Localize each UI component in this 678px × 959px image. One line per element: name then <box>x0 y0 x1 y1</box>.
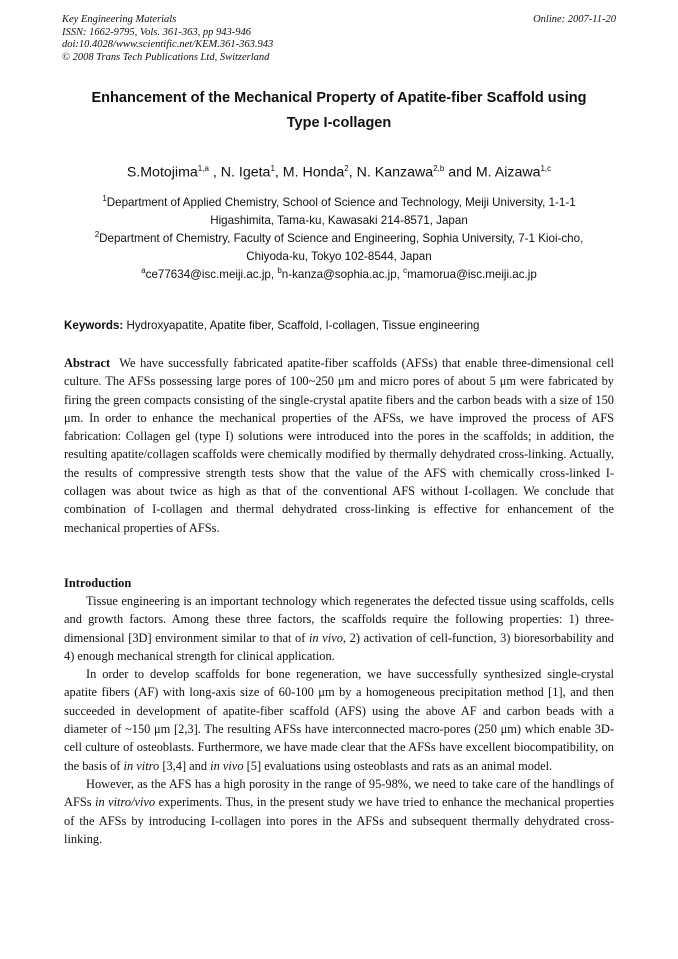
affiliation-line: Department of Chemistry, Faculty of Science and Engineering, Sophia University, 7-1 Kioi-cho, <box>99 231 584 245</box>
author-separator: , <box>208 164 221 181</box>
keywords <box>64 318 624 334</box>
author-affiliation-mark: 1 <box>270 164 275 173</box>
keywords-text: Hydroxyapatite, Apatite fiber, Scaffold, I-collagen, Tissue engineering <box>126 319 480 332</box>
author-list <box>40 159 638 183</box>
text-run: , 2) activation of cell-function, 3) bioresorbability and 4) enough mechanical strength for clinical application. <box>64 630 615 663</box>
affiliation-line: Chiyoda-ku, Tokyo 102-8544, Japan <box>246 250 432 264</box>
affiliation-mark: 2 <box>94 230 100 239</box>
text-run: In order to develop scaffolds for bone regeneration, we have successfully synthesized single-crystal apatite fibers (AF) with long-axis size of 60-100 μm by a homogeneous precipitation method [1], and then succeeded in development of apatite-fiber scaffold (AFS) using the above AF and carbon beads with a diameter of ~150 μm [2,3]. The resulting AFSs have interconnected macro-pores (250 μm) which enable 3D-cell culture of osteoblasts. Furthermore, we have made clear that the AFSs have excellent biocompatibility, on the basis of <box>64 667 614 773</box>
text-run: Tissue engineering is an important technology which regenerates the defected tissue using scaffolds, cells and growth factors. Among these three factors, the scaffolds require the following properties: 1) three-dimensional [3D] environment similar to that of <box>64 594 614 645</box>
affiliation-line: Higashimita, Tama-ku, Kawasaki 214-8571, Japan <box>210 214 468 228</box>
author-affiliation-mark: 1,c <box>540 164 552 173</box>
paragraph <box>64 665 614 775</box>
author-name: N. Igeta <box>220 164 271 181</box>
italic-run: in vivo <box>308 630 343 645</box>
paragraph <box>64 592 614 665</box>
author-name: M. Honda <box>282 164 345 181</box>
author-name: N. Kanzawa <box>356 164 434 181</box>
author-separator: , <box>348 164 357 181</box>
keywords-label: Keywords: <box>64 319 124 332</box>
affiliation-2 <box>55 226 623 267</box>
title-line-2: Type I-collagen <box>286 115 392 131</box>
email-mark: b <box>277 266 282 275</box>
online-date: Online: 2007-11-20 <box>533 14 616 25</box>
italic-run: in vivo <box>210 758 244 773</box>
email-address[interactable]: ce77634@isc.meiji.ac.jp <box>145 267 271 281</box>
doi-line: doi:10.4028/www.scientific.net/KEM.361-363.943 <box>62 39 274 50</box>
issn-line: ISSN: 1662-9795, Vols. 361-363, pp 943-946 <box>62 26 251 38</box>
title-line-1: Enhancement of the Mechanical Property of Apatite-fiber Scaffold using <box>91 90 587 106</box>
author-separator: , <box>274 164 283 181</box>
italic-run: in vitro/vivo <box>95 795 156 810</box>
affiliation-1 <box>55 190 623 231</box>
email-list: $^a$ce77634@isc.meiji.ac.jp, $^b$n-kanza@sophia.ac.jp, $^c$mamorua@isc.meiji.ac.jp <box>141 266 537 281</box>
affiliation-mark: 1 <box>102 194 107 203</box>
paragraph <box>64 775 614 848</box>
text-run: [3,4] and <box>159 758 211 773</box>
author-name: S.Motojima <box>126 164 198 181</box>
email-mark: a <box>141 266 146 275</box>
author-affiliation-mark: 2,b <box>433 164 445 173</box>
email-mark: c <box>403 266 408 275</box>
abstract-label: Abstract <box>64 356 111 370</box>
journal-name: Key Engineering Materials <box>62 14 177 25</box>
copyright-line: © 2008 Trans Tech Publications Ltd, Switzerland <box>62 51 270 63</box>
author-name: M. Aizawa <box>475 164 541 181</box>
author-separator: and <box>444 164 476 181</box>
italic-run: in vitro <box>123 758 160 773</box>
text-run: [5] evaluations using osteoblasts and rats as an animal model. <box>243 758 553 773</box>
abstract <box>64 354 614 537</box>
email-address[interactable]: n-kanza@sophia.ac.jp <box>281 267 397 281</box>
journal-header <box>62 14 273 64</box>
paper-title <box>40 86 638 136</box>
author-affiliation-mark: 2 <box>344 164 349 173</box>
affiliation-line: Department of Applied Chemistry, School of Science and Technology, Meiji University, 1-1-1 <box>106 195 576 209</box>
abstract-text: We have successfully fabricated apatite-fiber scaffolds (AFSs) that enable three-dimensional cell culture. The AFSs possessing large pores of 100~250 μm and micro pores of about 5 μm were fabricated by firing the green compacts consisting of the single-crystal apatite fibers and the carbon beads with a size of 150 μm. In order to enhance the mechanical properties of the AFSs, we have improved the process of AFS fabrication: Collagen gel (type I) solutions were introduced into the pores in the scaffolds; in addition, the resulting apatite/collagen scaffolds were chemically modified by thermally dehydrated cross-linking. Actually, the results of compressive strength tests show that the value of the AFS with chemically cross-linked I-collagen was about twice as high as that of the conventional AFS without I-collagen. We conclude that combination of I-collagen and thermal dehydrated cross-linking is effective for enhancement of the mechanical properties of AFSs. <box>64 356 614 535</box>
introduction-body <box>64 592 614 848</box>
text-run: experiments. Thus, in the present study we have tried to enhance the mechanical properties of the AFSs by introducing I-collagen into pores in the AFSs and subsequent thermally dehydrated cross-linking. <box>64 795 614 846</box>
email-address[interactable]: mamorua@isc.meiji.ac.jp <box>407 267 537 281</box>
author-affiliation-mark: 1,a <box>197 164 209 173</box>
text-run: However, as the AFS has a high porosity in the range of 95-98%, we need to take care of the handlings of AFSs <box>64 776 614 810</box>
introduction-heading: Introduction <box>64 576 132 590</box>
